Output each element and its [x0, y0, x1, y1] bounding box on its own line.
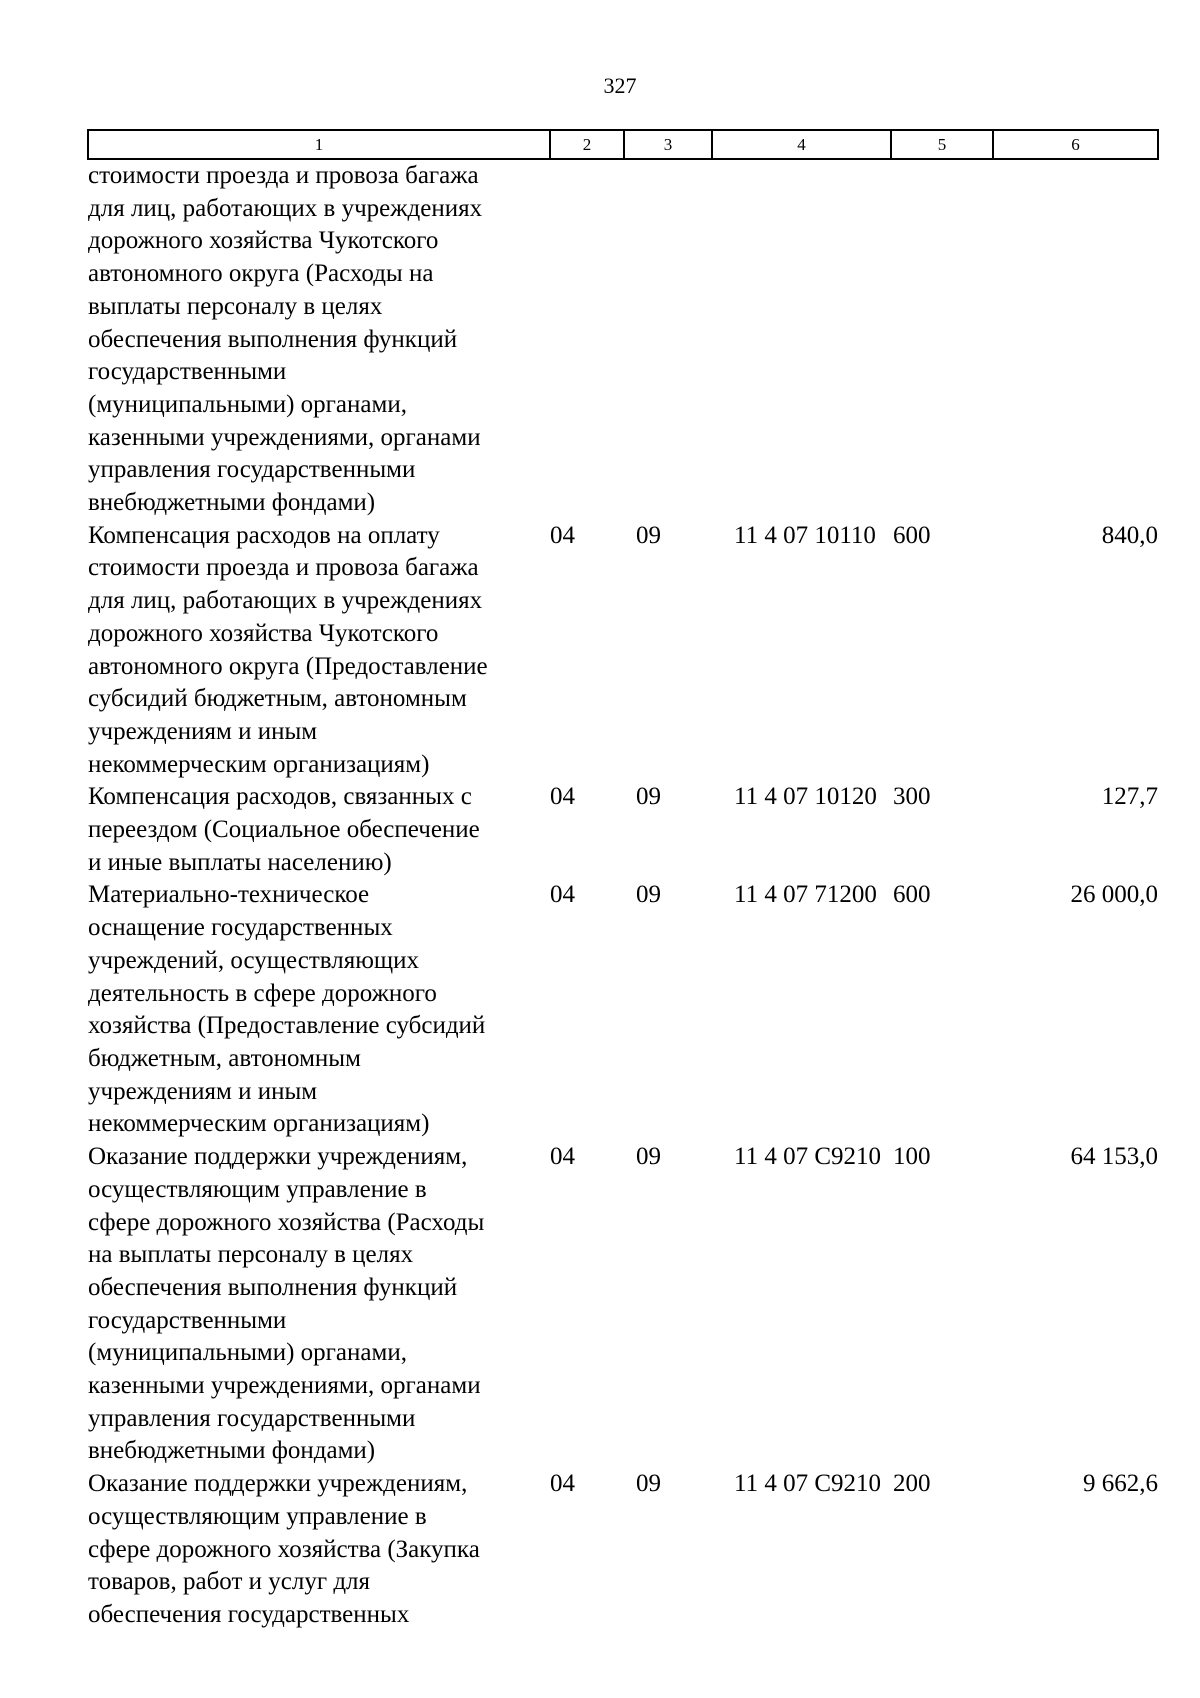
table-row	[88, 879, 1158, 1141]
table-row	[88, 1468, 1158, 1632]
header-row	[88, 130, 1158, 159]
row-target-article: 11 4 07 С9210	[734, 1143, 881, 1171]
row-target-article	[712, 159, 891, 520]
row-target-article: 11 4 07 71200	[734, 881, 877, 909]
row-name-line: управления государственными	[88, 1404, 416, 1432]
header-col-expense-type: 5	[891, 130, 993, 159]
row-subsection: 09	[636, 783, 661, 811]
row-section: 04	[550, 881, 575, 909]
row-name-line: внебюджетными фондами)	[88, 489, 376, 517]
row-name-line: Оказание поддержки учреждениям,	[88, 1470, 468, 1498]
row-expense-type: 200	[893, 1470, 931, 1498]
budget-table	[87, 129, 1159, 1632]
row-name-line: учреждениям и иным	[88, 1077, 318, 1105]
row-name-line: бюджетным, автономным	[88, 1044, 361, 1072]
row-target-article: 11 4 07 10110	[734, 521, 876, 549]
header-col-target-article: 4	[712, 130, 891, 159]
row-name-line: Компенсация расходов на оплату	[88, 521, 440, 549]
row-section: 04	[550, 1470, 575, 1498]
row-name	[88, 159, 550, 520]
row-name-line: оснащение государственных	[88, 914, 393, 942]
row-name-line: выплаты персоналу в целях	[88, 292, 383, 320]
table-row	[88, 159, 1158, 520]
row-name-line: стоимости проезда и провоза багажа	[88, 554, 479, 582]
row-target-article: 11 4 07 10120	[734, 783, 877, 811]
row-subsection: 09	[636, 521, 661, 549]
row-name-line: хозяйства (Предоставление субсидий	[88, 1012, 486, 1040]
row-name	[88, 1468, 550, 1632]
row-name-line: управления государственными	[88, 456, 416, 484]
row-name-line: товаров, работ и услуг для	[88, 1568, 371, 1596]
row-section: 04	[550, 783, 575, 811]
table-row	[88, 781, 1158, 879]
row-name-line: внебюджетными фондами)	[88, 1437, 376, 1465]
row-amount: 9 662,6	[1083, 1470, 1158, 1498]
table-body	[88, 159, 1158, 1632]
row-name-line: для лиц, работающих в учреждениях	[88, 194, 483, 222]
row-name-line: деятельность в сфере дорожного	[88, 979, 437, 1007]
row-name-line: на выплаты персоналу в целях	[88, 1241, 414, 1269]
row-section: 04	[550, 521, 575, 549]
row-name-line: некоммерческим организациям)	[88, 1110, 430, 1138]
row-name-line: государственными	[88, 358, 287, 386]
row-name-line: (муниципальными) органами,	[88, 390, 407, 418]
row-name-line: Оказание поддержки учреждениям,	[88, 1143, 468, 1171]
row-target-article: 11 4 07 С9210	[734, 1470, 881, 1498]
row-amount: 127,7	[1101, 783, 1158, 811]
row-name-line: переездом (Социальное обеспечение	[88, 816, 480, 844]
row-name-line: стоимости проезда и провоза багажа	[88, 162, 479, 189]
row-name-line: обеспечения выполнения функций	[88, 325, 458, 353]
row-name-line: Компенсация расходов, связанных с	[88, 783, 472, 811]
row-name-line: учреждениям и иным	[88, 717, 318, 745]
row-expense-type: 100	[893, 1143, 931, 1171]
row-name	[88, 781, 550, 879]
row-name-line: обеспечения государственных	[88, 1600, 410, 1628]
row-name-line: Материально-техническое	[88, 881, 370, 909]
row-name-line: осуществляющим управление в	[88, 1502, 427, 1530]
row-name-line: дорожного хозяйства Чукотского	[88, 619, 439, 647]
row-amount: 840,0	[1101, 521, 1158, 549]
header-col-name: 1	[88, 130, 550, 159]
header-col-section: 2	[550, 130, 624, 159]
row-subsection: 09	[636, 1470, 661, 1498]
page-number: 327	[603, 73, 637, 98]
row-name-line: сфере дорожного хозяйства (Закупка	[88, 1535, 480, 1563]
row-expense-type: 300	[893, 783, 931, 811]
row-name-line: казенными учреждениями, органами	[88, 423, 481, 451]
row-section	[550, 159, 624, 520]
row-amount: 26 000,0	[1070, 881, 1158, 909]
row-name	[88, 879, 550, 1141]
row-name-line: казенными учреждениями, органами	[88, 1372, 481, 1400]
row-name-line: сфере дорожного хозяйства (Расходы	[88, 1208, 485, 1236]
row-name-line: субсидий бюджетным, автономным	[88, 685, 467, 713]
row-subsection	[624, 159, 712, 520]
row-name-line: (муниципальными) органами,	[88, 1339, 407, 1367]
row-subsection: 09	[636, 881, 661, 909]
row-amount: 64 153,0	[1070, 1143, 1158, 1171]
row-name-line: обеспечения выполнения функций	[88, 1273, 458, 1301]
row-expense-type: 600	[893, 881, 931, 909]
table-header	[88, 130, 1158, 159]
row-name-line: учреждений, осуществляющих	[88, 946, 420, 974]
row-name-line: автономного округа (Расходы на	[88, 260, 434, 288]
row-expense-type	[891, 159, 993, 520]
row-expense-type: 600	[893, 521, 931, 549]
row-name-line: и иные выплаты населению)	[88, 848, 392, 876]
table-row	[88, 1141, 1158, 1468]
row-name	[88, 1141, 550, 1468]
row-name-line: дорожного хозяйства Чукотского	[88, 227, 439, 255]
row-amount	[993, 159, 1158, 520]
row-name-line: автономного округа (Предоставление	[88, 652, 488, 680]
row-name-line: государственными	[88, 1306, 287, 1334]
row-subsection: 09	[636, 1143, 661, 1171]
row-section: 04	[550, 1143, 575, 1171]
row-name	[88, 520, 550, 782]
header-col-amount: 6	[993, 130, 1158, 159]
row-name-line: для лиц, работающих в учреждениях	[88, 587, 483, 615]
table-row	[88, 520, 1158, 782]
row-name-line: осуществляющим управление в	[88, 1175, 427, 1203]
header-col-subsection: 3	[624, 130, 712, 159]
row-name-line: некоммерческим организациям)	[88, 750, 430, 778]
